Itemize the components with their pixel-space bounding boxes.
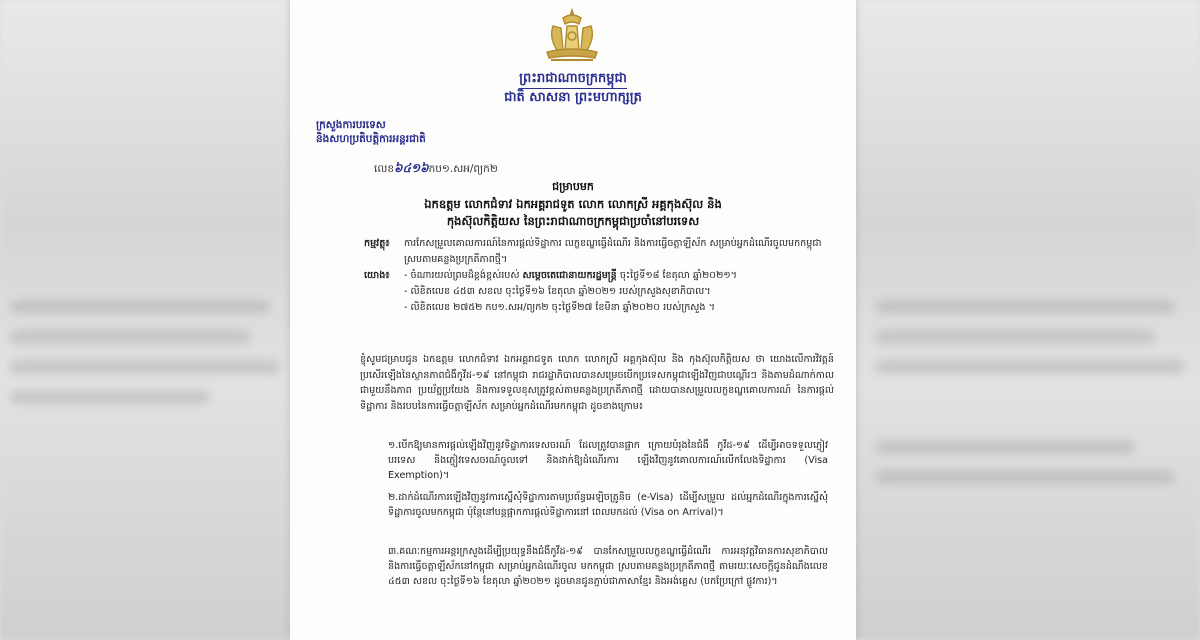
blurred-background-left (0, 0, 290, 640)
ministry-line-2: និងសហប្រតិបត្តិការអន្តរជាតិ (316, 133, 426, 145)
kingdom-title: ព្រះរាជាណាចក្រកម្ពុជា (519, 70, 627, 89)
ministry-line-1: ក្រសួងការបរទេស (316, 119, 386, 131)
letter-heading (290, 180, 856, 230)
reference-item: - ចំណារយល់ព្រមដ៏ខ្ពង់ខ្ពស់របស់ សម្តេចតេជោនាយករដ្ឋមន្ត្រី ចុះថ្ងៃទី១៨ ខែតុលា ឆ្នាំ២០២១។ (404, 270, 737, 281)
ref-suffix: កប១.សអ/ព្យក២ (428, 163, 498, 175)
list-item: ៣.គណៈកម្មការអន្តរក្រសួងដើម្បីប្រយុទ្ធនឹងជំងឺកូវីដ-១៩ បានកែសម្រួលលក្ខខណ្ឌធ្វើដំណើរ ការអនុវត្តវិធានការសុខាភិបាល និងការធ្វើចត្តាឡីស័កនៅកម្ពុជា សម្រាប់អ្នកដំណើរចូល មកកម្ពុជា ស្របតាមគន្លងប្រក្រតីភាពថ្មី តាមរយៈសេចក្តីជូនដំណឹងលេខ ៤៥៣ សខល ចុះថ្ងៃទី១៦ ខែតុលា ឆ្នាំ២០២១ ដូចមានជូនភ្ជាប់ជាភាសាខ្មែរ និងអង់គ្លេស (បកប្រែក្រៅ ផ្លូវការ)។ (388, 546, 828, 587)
references-block (364, 268, 834, 338)
list-item: ១.បើកឱ្យមានការផ្ដល់ឡើងវិញនូវទិដ្ឋាការទេសចរណ៍ ដែលត្រូវបានផ្អាក ក្រោយបំរុងនៃជំងឺ កូវីដ-១៩ ដើម្បីអាចទទួលភ្ញៀវបរទេស និងភ្ញៀវទេសចរណ៍ចូលទៅ និងដាក់ឱ្យដំណើរការ ឡើងវិញនូវគោលការណ៍លើកលែងទិដ្ឋាការ (Visa Exemption)។ (388, 440, 828, 481)
subject-label: កម្មវត្ថុ៖ (364, 238, 390, 249)
subject-block (364, 236, 834, 270)
references-list (404, 268, 830, 316)
addressees-line-2: កុងស៊ុលកិត្តិយស នៃព្រះរាជាណាចក្រកម្ពុជាប្រចាំនៅបរទេស (446, 214, 700, 228)
kingdom-header (290, 70, 856, 106)
references-label: យោង៖ (364, 270, 390, 281)
addressees-line-1: ឯកឧត្តម លោកជំទាវ ឯកអគ្គរាជទូត លោក លោកស្រី អគ្គកុងស៊ុល និង (424, 197, 722, 211)
ref-number-handwritten: ៦៤១៦ (394, 161, 429, 175)
subject-text: ការកែសម្រួលគោលការណ៍នៃការផ្ដល់ទិដ្ឋាការ លក្ខខណ្ឌធ្វើដំណើរ និងការធ្វើចត្តាឡីស័ក សម្រាប់អ្នកដំណើរចូលមកកម្ពុជា ស្របតាមគន្លងប្រក្រតីភាពថ្មី។ (404, 238, 822, 265)
pm-title: សម្តេចតេជោនាយករដ្ឋមន្ត្រី (522, 270, 617, 281)
intro-paragraph: ខ្ញុំសូមជម្រាបជូន ឯកឧត្តម លោកជំទាវ ឯកអគ្គរាជទូត លោក លោកស្រី អគ្គកុងស៊ុល និង កុងស៊ុលកិត្តិយស ថា យោងលើការវិវត្តន៍ប្រសើរឡើងនៃស្ថានភាពជំងឺកូវីដ-១៩ នៅកម្ពុជា រាជរដ្ឋាភិបាលបានសម្រេចបើកប្រទេសកម្ពុជាឡើងវិញជាបណ្តើរៗ និងតាមដំណាក់កាលជាមួយនឹងភាព ប្រយ័ត្នប្រយែង និងការទទួលខុសត្រូវខ្ពស់តាមគន្លងប្រក្រតីភាពថ្មី ដោយបានសម្រួលលក្ខខណ្ឌគោលការណ៍ នៃការផ្ដល់ទិដ្ឋាការ និងរបបនៃការធ្វើចត្តាឡីស័ក សម្រាប់អ្នកដំណើរមកកម្ពុជា ដូចខាងក្រោម៖ (360, 354, 834, 412)
blurred-background-right (855, 0, 1200, 640)
ministry-name (316, 118, 426, 146)
salutation: ជម្រាបមក (552, 180, 594, 193)
list-item: ២.ដាក់ដំណើរការឡើងវិញនូវការស្នើសុំទិដ្ឋាការតាមប្រព័ន្ធអេឡិចត្រូនិច (e-Visa) ដើម្បីសម្រួល ដល់អ្នកដំណើរក្នុងការស្នើសុំទិដ្ឋាការចូលមកកម្ពុជា ប៉ុន្តែនៅបន្តផ្អាកការផ្ដល់ទិដ្ឋាការនៅ ពេលមកដល់ (Visa on Arrival)។ (388, 492, 828, 518)
royal-coat-of-arms-icon (539, 6, 605, 66)
national-motto: ជាតិ សាសនា ព្រះមហាក្សត្រ (504, 90, 642, 105)
reference-number (374, 160, 498, 178)
document-page (290, 0, 856, 640)
ref-prefix: លេខ (374, 163, 394, 175)
reference-item: - លិខិតលេខ ២៧៥២ កប១.សអ/ព្យក២ ចុះថ្ងៃទី២៧ ខែមិនា ឆ្នាំ២០២០ របស់ក្រសួង ។ (404, 302, 715, 313)
reference-item: - លិខិតលេខ ៤៥៣ សខល ចុះថ្ងៃទី១៦ ខែតុលា ឆ្នាំ២០២១ របស់ក្រសួងសុខាភិបាល។ (404, 286, 711, 297)
